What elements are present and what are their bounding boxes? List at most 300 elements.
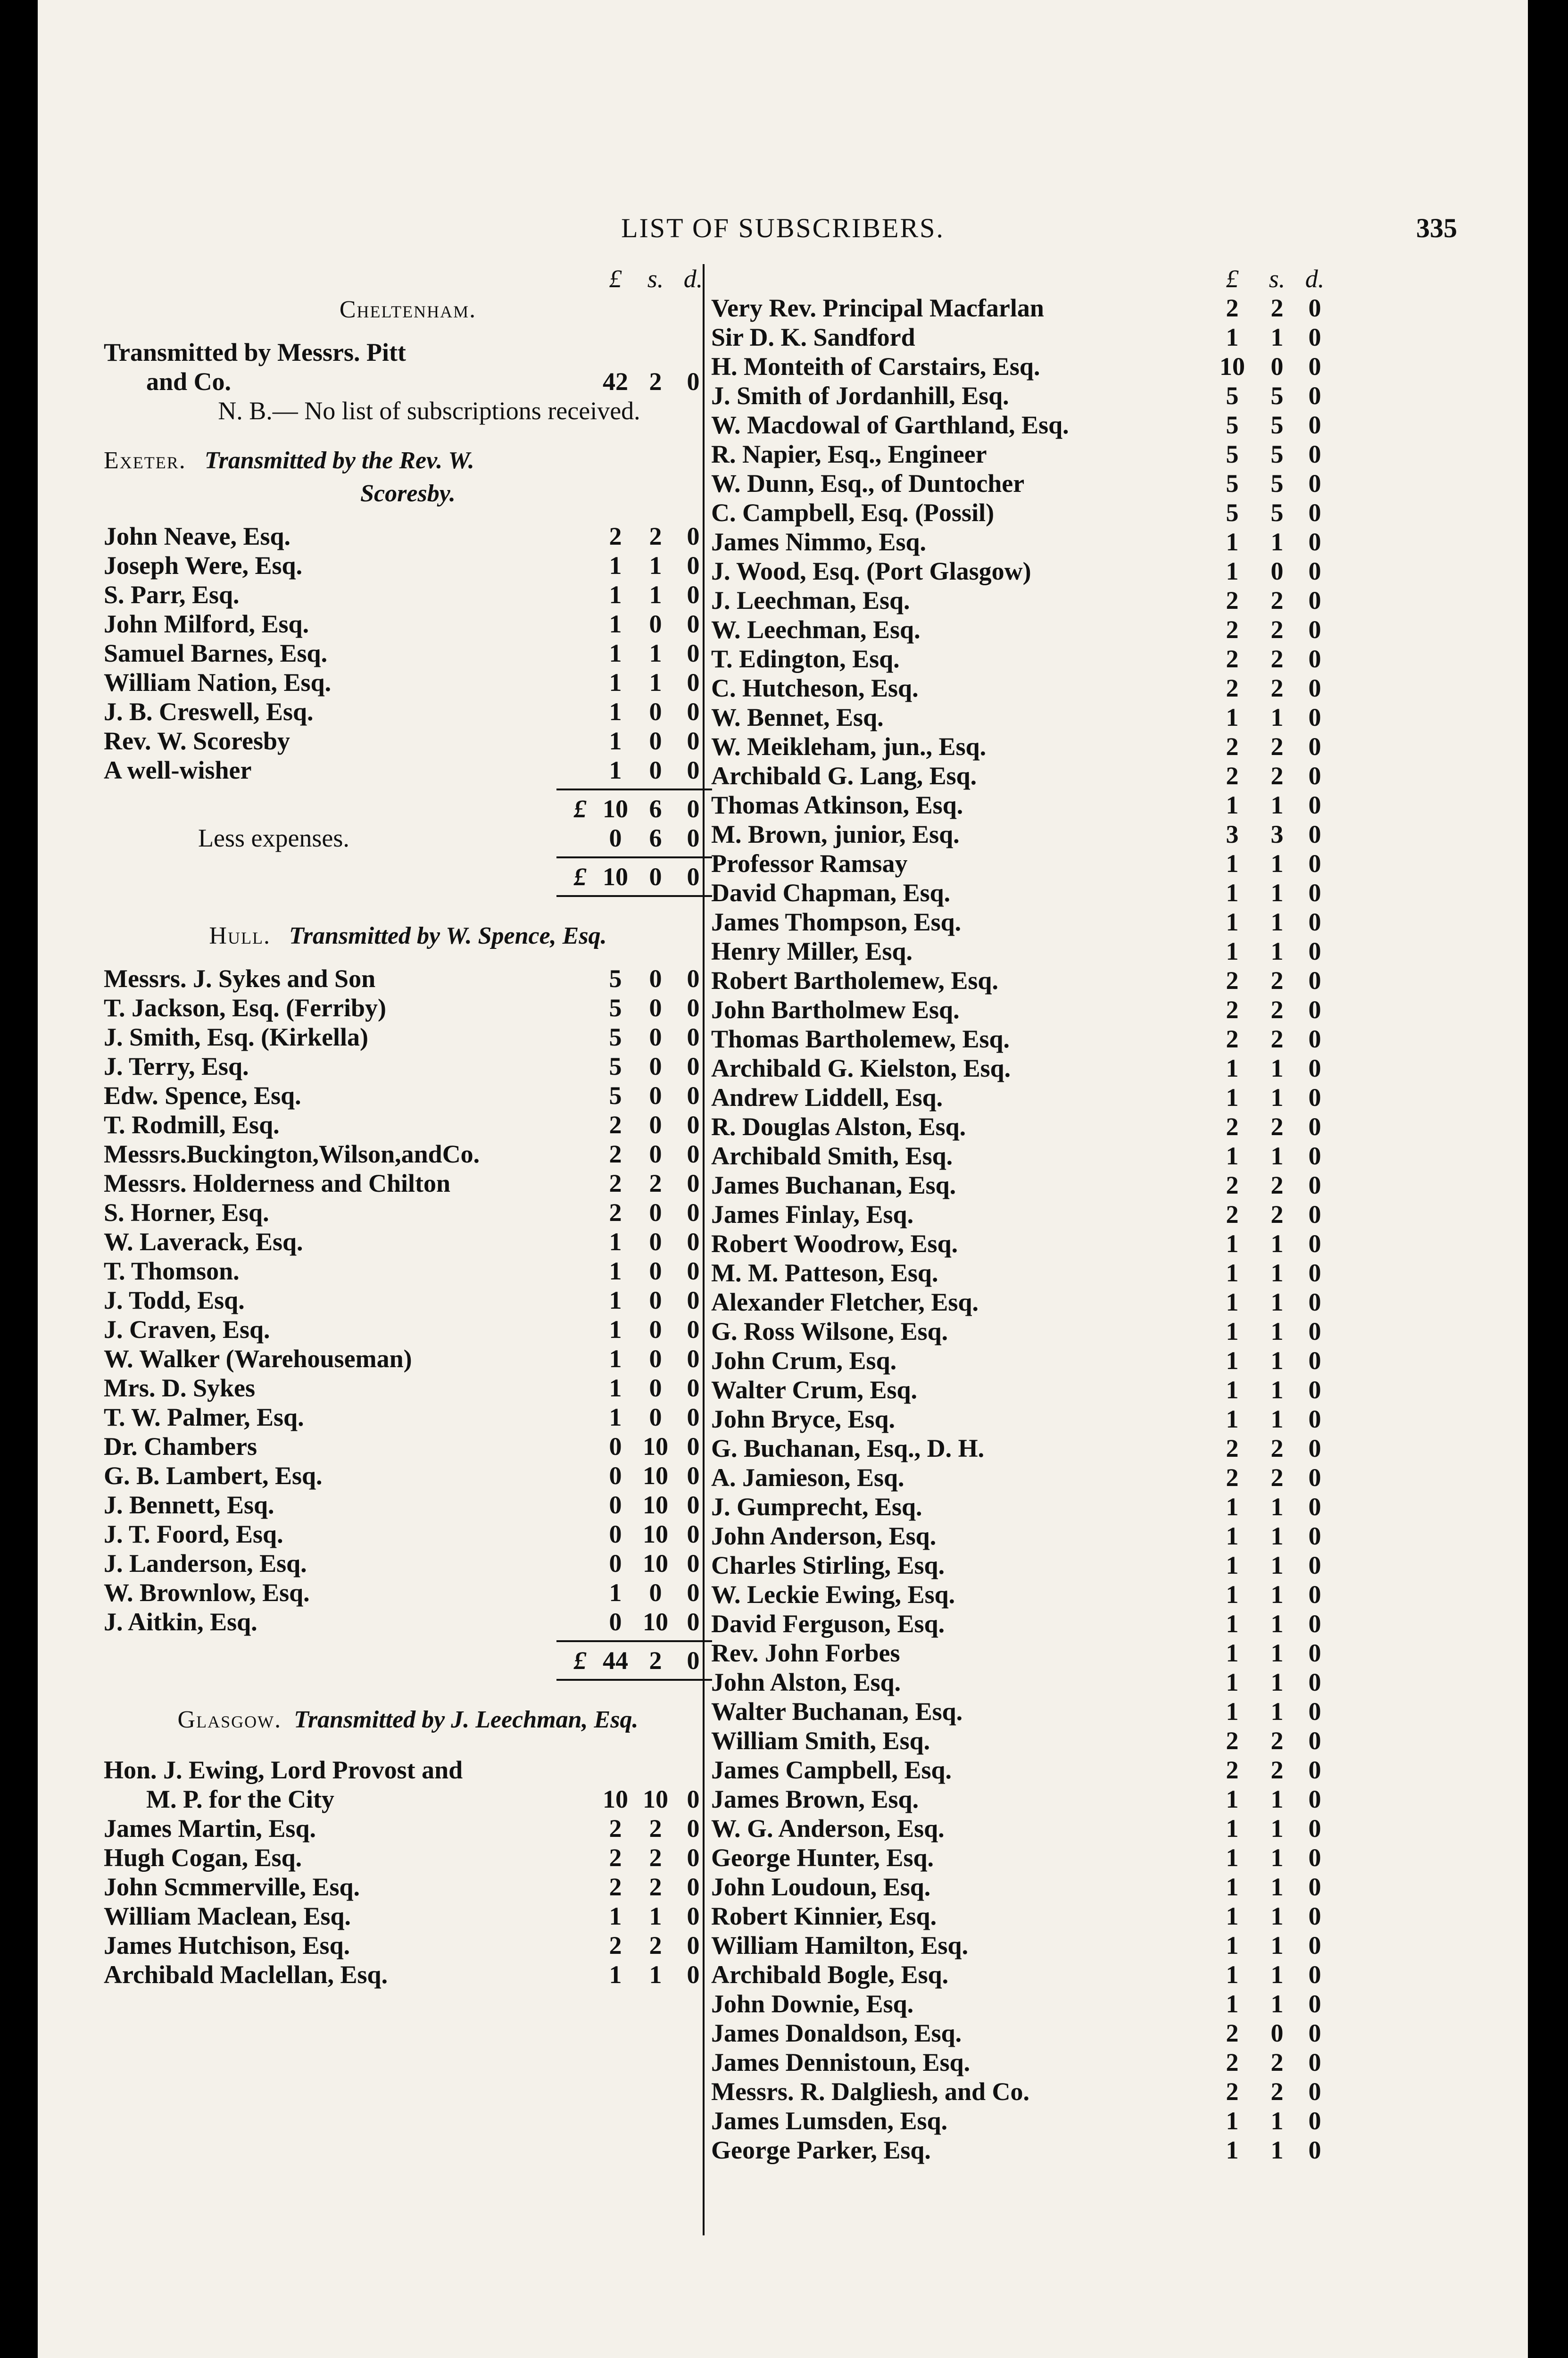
subscriber-row [711,2106,1338,2135]
amount-pence: 0 [1308,820,1321,848]
amount-shillings: 10 [643,1432,668,1461]
subscriber-row [104,1139,712,1169]
subscriber-name: R. Douglas Alston, Esq. [711,1113,966,1141]
amount-pence: 0 [1308,1405,1321,1433]
amount-pence: 0 [1308,1931,1321,1959]
amount-pence: 0 [687,1814,700,1843]
amount-pence: 0 [1308,762,1321,790]
amount-shillings: 1 [1270,1054,1284,1082]
subscriber-name: Archibald G. Kielston, Esq. [711,1054,1011,1082]
amount-pence: 0 [687,863,700,891]
amount-pence: 0 [687,1785,700,1813]
amount-shillings: 5 [1270,469,1284,498]
amount-shillings: 1 [1270,2136,1284,2164]
amount-pence: 0 [1308,411,1321,439]
amount-shillings: 5 [1270,440,1284,468]
subscriber-name: Walter Buchanan, Esq. [711,1697,963,1726]
amount-shillings: 10 [643,1461,668,1490]
subscriber-row [104,1256,712,1286]
subscriber-row [711,820,1338,849]
subscriber-name: John Milford, Esq. [104,610,309,638]
subscriber-row [711,1668,1338,1697]
subscriber-row [711,1785,1338,1814]
subscriber-row [104,993,712,1022]
amount-shillings: 1 [649,551,662,580]
amount-pence: 0 [1308,1229,1321,1258]
subscriber-row [104,1052,712,1081]
amount-pence: 0 [1308,1346,1321,1375]
subscriber-name: Robert Kinnier, Esq. [711,1902,937,1930]
amount-shillings: 0 [649,1111,662,1139]
amount-pence: 0 [1308,1288,1321,1316]
subscriber-name: Dr. Chambers [104,1432,257,1461]
subscriber-name: W. Meikleham, jun., Esq. [711,732,987,761]
subscriber-row [711,1726,1338,1755]
amount-shillings: 0 [1270,2019,1284,2047]
subscriber-name: John Anderson, Esq. [711,1522,937,1550]
subscriber-name: James Dennistoun, Esq. [711,2048,971,2076]
amount-pounds: 5 [1226,498,1239,527]
amount-shillings: 1 [1270,703,1284,731]
subscriber-row [711,1463,1338,1492]
section-heading-exeter [104,444,712,477]
amount-pounds: 1 [1226,2136,1239,2164]
amount-shillings: 1 [1270,1522,1284,1550]
amount-pence: 0 [1308,1376,1321,1404]
amount-shillings: 1 [1270,1668,1284,1696]
amount-pence: 0 [1308,2048,1321,2076]
subscriber-row [711,1638,1338,1668]
amount-shillings: 1 [1270,1697,1284,1726]
subscriber-name: James Thompson, Esq. [711,908,962,936]
subscriber-row [711,1054,1338,1083]
subscriber-row [711,1872,1338,1901]
subscriber-row [711,1287,1338,1317]
amount-pounds: 1 [609,1228,622,1256]
subscriber-row [711,381,1338,410]
subscriber-name: M. M. Patteson, Esq. [711,1259,938,1287]
subscriber-name: M. Brown, junior, Esq. [711,820,960,848]
amount-pounds: 1 [1226,1990,1239,2018]
amount-pounds: 2 [609,1198,622,1227]
subscriber-row [711,2018,1338,2048]
cheltenham-transmitted-line: Transmitted by Messrs. Pitt [104,338,406,366]
cheltenham-note: N. B.— No list of subscriptions received. [218,397,640,425]
amount-pence: 0 [687,994,700,1022]
subscriber-name: T. Thomson. [104,1257,240,1285]
amount-shillings: 1 [1270,528,1284,556]
place-name: Exeter. [104,447,186,474]
subscriber-name: C. Campbell, Esq. (Possil) [711,498,995,527]
amount-pounds: 1 [609,1286,622,1314]
amount-pounds: 2 [609,1169,622,1197]
subscriber-row [104,522,712,551]
amount-shillings: 1 [1270,1960,1284,1989]
subscriber-name: A well-wisher [104,756,252,784]
amount-pounds: 1 [1226,1288,1239,1316]
subscriber-row [104,726,712,756]
subscriber-name: J. Leechman, Esq. [711,586,910,614]
subscriber-row [711,995,1338,1024]
subscriber-name: John Scmmerville, Esq. [104,1873,360,1901]
subscriber-row [711,1609,1338,1638]
subscriber-name: Mrs. D. Sykes [104,1374,255,1402]
amount-pounds: 2 [1226,674,1239,702]
amount-shillings: 1 [1270,1259,1284,1287]
subscriber-name: Walter Crum, Esq. [711,1376,918,1404]
amount-shillings: 1 [1270,1317,1284,1345]
subscriber-row [104,580,712,609]
subscriber-row [711,1580,1338,1609]
amount-pounds: 1 [1226,1785,1239,1813]
amount-shillings: 1 [1270,1376,1284,1404]
amount-pence: 0 [687,1198,700,1227]
amount-pounds: 1 [1226,1317,1239,1345]
amount-pounds: 1 [1226,1346,1239,1375]
amount-pounds: 2 [1226,294,1239,322]
subscriber-row [711,1755,1338,1785]
amount-pounds: 1 [609,551,622,580]
subscriber-name: Archibald Maclellan, Esq. [104,1960,388,1989]
subscriber-name: Rev. W. Scoresby [104,727,290,755]
subscriber-name: John Alston, Esq. [711,1668,901,1696]
amount-pounds: 1 [609,668,622,697]
subscriber-row [711,527,1338,556]
amount-shillings: 1 [1270,323,1284,351]
amount-shillings: 0 [649,610,662,638]
amount-pence: 0 [1308,294,1321,322]
cheltenham-company: and Co. [146,367,232,396]
left-column [104,264,712,1989]
amount-pence: 0 [1308,1843,1321,1872]
amount-pence: 0 [687,795,700,823]
amount-shillings: 1 [649,639,662,667]
subscriber-name: J. Todd, Esq. [104,1286,245,1314]
amount-pence: 0 [1308,966,1321,995]
subscriber-row [711,352,1338,381]
subscriber-name: Andrew Liddell, Esq. [711,1083,943,1112]
subscriber-row [711,1814,1338,1843]
subscriber-name: William Smith, Esq. [711,1727,930,1755]
subscriber-row [711,1843,1338,1872]
amount-pounds: 1 [609,1960,622,1989]
subscriber-row [711,1551,1338,1580]
amount-shillings: 0 [649,1081,662,1110]
subscriber-row [711,878,1338,907]
subscriber-name: J. Smith of Jordanhill, Esq. [711,382,1009,410]
amount-shillings: 5 [1270,382,1284,410]
subscriber-row [711,498,1338,527]
subscriber-name: William Hamilton, Esq. [711,1931,969,1959]
subscriber-name: Rev. John Forbes [711,1639,900,1667]
amount-shillings: 1 [1270,1873,1284,1901]
amount-shillings: 2 [649,1873,662,1901]
amount-shillings: 2 [1270,966,1284,995]
subscriber-name: Hugh Cogan, Esq. [104,1843,302,1872]
amount-pence: 0 [1308,1902,1321,1930]
subscriber-row [104,1755,712,1785]
subscriber-name: W. Macdowal of Garthland, Esq. [711,411,1069,439]
amount-pounds: 0 [609,1432,622,1461]
amount-pence: 0 [687,668,700,697]
amount-pounds: 2 [1226,996,1239,1024]
exeter-total-row [104,862,712,891]
amount-shillings: 1 [1270,1902,1284,1930]
subscriber-row [104,668,712,697]
subscriber-name: Robert Bartholemew, Esq. [711,966,998,995]
subscriber-name: James Brown, Esq. [711,1785,919,1813]
amount-pounds: 1 [609,610,622,638]
amount-pounds: 1 [1226,879,1239,907]
amount-shillings: 2 [1270,762,1284,790]
subscriber-row [711,1317,1338,1346]
subscriber-row [711,849,1338,878]
amount-pounds: 1 [609,1403,622,1431]
amount-pounds: 44 [603,1646,628,1675]
amount-shillings: 2 [1270,1113,1284,1141]
subscriber-name: W. Walker (Warehouseman) [104,1345,412,1373]
amount-pounds: 1 [609,1902,622,1930]
amount-pence: 0 [687,1315,700,1344]
amount-pounds: 1 [1226,1259,1239,1287]
amount-pence: 0 [1308,586,1321,614]
subscriber-name: T. Edington, Esq. [711,645,900,673]
amount-pounds: 2 [1226,1200,1239,1229]
amount-shillings: 0 [649,1315,662,1344]
amount-pence: 0 [687,1052,700,1080]
subscriber-row [711,410,1338,440]
pound-sign: £ [573,1646,587,1675]
subscriber-name: Thomas Atkinson, Esq. [711,791,963,819]
amount-shillings: 1 [1270,2107,1284,2135]
less-expenses-label: Less expenses. [198,824,349,852]
amount-pounds: 42 [603,367,628,396]
amount-shillings: 1 [1270,1785,1284,1813]
subscriber-name: Hon. J. Ewing, Lord Provost and [104,1756,463,1784]
amount-pence: 0 [687,756,700,784]
subscriber-row [711,644,1338,673]
subscriber-row [104,1461,712,1490]
amount-pence: 0 [687,1374,700,1402]
amount-shillings: 10 [643,1491,668,1519]
amount-pence: 0 [687,1578,700,1607]
subscriber-name: George Hunter, Esq. [711,1843,934,1872]
amount-pence: 0 [687,697,700,726]
amount-pounds: 2 [1226,966,1239,995]
amount-pence: 0 [1308,996,1321,1024]
subscriber-row [711,1989,1338,2018]
amount-pence: 0 [687,1646,700,1675]
amount-shillings: 0 [649,697,662,726]
amount-pence: 0 [1308,352,1321,381]
amount-shillings: 2 [1270,645,1284,673]
subscriber-row [104,1490,712,1519]
amount-shillings: 1 [1270,1990,1284,2018]
subscriber-name: J. Smith, Esq. (Kirkella) [104,1023,369,1051]
amount-pence: 0 [687,1432,700,1461]
amount-pounds: 5 [1226,440,1239,468]
subscriber-name: David Chapman, Esq. [711,879,951,907]
amount-pence: 0 [687,1257,700,1285]
subscriber-row [104,1549,712,1578]
amount-pounds: 1 [1226,1083,1239,1112]
amount-pounds: 2 [1226,1756,1239,1784]
subscriber-name: G. Ross Wilsone, Esq. [711,1317,948,1345]
subscriber-row [711,1375,1338,1404]
amount-shillings: 6 [649,824,662,852]
subscriber-row [711,1697,1338,1726]
amount-pounds: 1 [1226,1960,1239,1989]
amount-shillings: 0 [1270,352,1284,381]
amount-pounds: 2 [1226,586,1239,614]
amount-pence: 0 [1308,498,1321,527]
amount-pence: 0 [687,1461,700,1490]
subscriber-row [711,2135,1338,2165]
subscriber-name: Charles Stirling, Esq. [711,1551,945,1579]
subscriber-name: J. Aitkin, Esq. [104,1608,257,1636]
amount-pence: 0 [1308,382,1321,410]
subscriber-name: T. W. Palmer, Esq. [104,1403,304,1431]
amount-pence: 0 [687,1023,700,1051]
amount-shillings: 0 [649,1286,662,1314]
subscriber-name: John Downie, Esq. [711,1990,914,2018]
right-column [703,264,1338,2235]
place-name: Cheltenham. [339,296,477,323]
amount-pence: 0 [1308,1697,1321,1726]
amount-pence: 0 [1308,557,1321,585]
subscriber-row [711,1229,1338,1258]
amount-pence: 0 [687,1111,700,1139]
amount-pounds: 0 [609,1608,622,1636]
amount-pounds: 2 [1226,1113,1239,1141]
subscriber-name: Thomas Bartholemew, Esq. [711,1025,1010,1053]
amount-pence: 0 [1308,1814,1321,1843]
subscriber-name: William Maclean, Esq. [104,1902,351,1930]
subscriber-row [711,703,1338,732]
amount-shillings: 2 [1270,294,1284,322]
subscriber-row [104,1519,712,1549]
amount-pence: 0 [687,1491,700,1519]
amount-pence: 0 [1308,1522,1321,1550]
amount-pounds: 2 [609,1873,622,1901]
amount-pounds: 5 [609,1023,622,1051]
subscriber-name: James Lumsden, Esq. [711,2107,948,2135]
transmitted-by: Transmitted by J. Leechman, Esq. [294,1706,639,1733]
amount-shillings: 2 [1270,2077,1284,2106]
subscriber-row [104,1403,712,1432]
amount-shillings: 0 [649,1140,662,1168]
subscriber-row [711,1931,1338,1960]
amount-pounds: 1 [1226,1668,1239,1696]
amount-shillings: 2 [1270,586,1284,614]
shillings-heading: s. [1269,265,1286,293]
amount-pence: 0 [1308,1054,1321,1082]
subscriber-name: James Buchanan, Esq. [711,1171,956,1199]
page-title: LIST OF SUBSCRIBERS. [621,213,945,243]
subscriber-name: Messrs. R. Dalgliesh, and Co. [711,2077,1030,2106]
amount-shillings: 2 [1270,1727,1284,1755]
amount-pence: 0 [687,1960,700,1989]
amount-shillings: 2 [649,1169,662,1197]
amount-pounds: 5 [1226,469,1239,498]
amount-pounds: 1 [1226,1843,1239,1872]
subscriber-row [104,1110,712,1139]
amount-pence: 0 [687,581,700,609]
amount-pence: 0 [687,1873,700,1901]
amount-pounds: 10 [603,863,628,891]
subscriber-name: Archibald Bogle, Esq. [711,1960,949,1989]
amount-shillings: 1 [1270,1229,1284,1258]
amount-pounds: 2 [1226,645,1239,673]
amount-pence: 0 [1308,1434,1321,1462]
subscriber-name: Edw. Spence, Esq. [104,1081,301,1110]
amount-pounds: 1 [1226,2107,1239,2135]
amount-shillings: 1 [1270,1931,1284,1959]
amount-pounds: 1 [1226,323,1239,351]
amount-pounds: 1 [1226,937,1239,965]
amount-pounds: 1 [609,697,622,726]
amount-pounds: 2 [609,1931,622,1959]
amount-pounds: 1 [609,1374,622,1402]
amount-pence: 0 [1308,937,1321,965]
subscriber-name: James Hutchison, Esq. [104,1931,350,1959]
subscriber-row [711,761,1338,790]
amount-shillings: 1 [1270,908,1284,936]
amount-shillings: 2 [1270,674,1284,702]
amount-pounds: 1 [1226,1376,1239,1404]
amount-pounds: 2 [609,522,622,550]
amount-pounds: 1 [1226,1639,1239,1667]
exeter-subscriber-list [104,522,712,785]
amount-pence: 0 [1308,528,1321,556]
amount-pence: 0 [1308,1317,1321,1345]
amount-shillings: 5 [1270,411,1284,439]
subscriber-name: George Parker, Esq. [711,2136,931,2164]
amount-pence: 0 [1308,703,1321,731]
amount-shillings: 2 [649,367,662,396]
amount-shillings: 5 [1270,498,1284,527]
subscriber-name: Professor Ramsay [711,849,908,878]
subscriber-name: G. B. Lambert, Esq. [104,1461,323,1490]
amount-pence: 0 [1308,1785,1321,1813]
amount-pence: 0 [1308,1580,1321,1609]
pounds-heading: £ [609,265,622,293]
transmitted-by-continued [104,477,712,510]
subscriber-name: James Martin, Esq. [104,1814,316,1843]
amount-shillings: 3 [1270,820,1284,848]
amount-pence: 0 [1308,879,1321,907]
amount-shillings: 2 [649,522,662,550]
subscriber-name: J. Wood, Esq. (Port Glasgow) [711,557,1031,585]
subscriber-row [711,1083,1338,1112]
amount-shillings: 1 [1270,849,1284,878]
amount-pounds: 1 [1226,1054,1239,1082]
cheltenham-amount-row [104,367,712,396]
subscriber-name: W. Leechman, Esq. [711,615,921,644]
subscriber-name: C. Hutcheson, Esq. [711,674,919,702]
subscriber-row [104,1081,712,1110]
amount-pounds: 1 [1226,528,1239,556]
subscriber-name: John Crum, Esq. [711,1346,897,1375]
subscriber-row [711,937,1338,966]
section-heading-cheltenham [104,293,712,326]
amount-shillings: 0 [649,727,662,755]
pence-heading: d. [683,265,703,293]
subscriber-name: James Campbell, Esq. [711,1756,952,1784]
amount-pence: 0 [1308,1873,1321,1901]
page-header [38,208,1528,245]
amount-pounds: 1 [609,727,622,755]
